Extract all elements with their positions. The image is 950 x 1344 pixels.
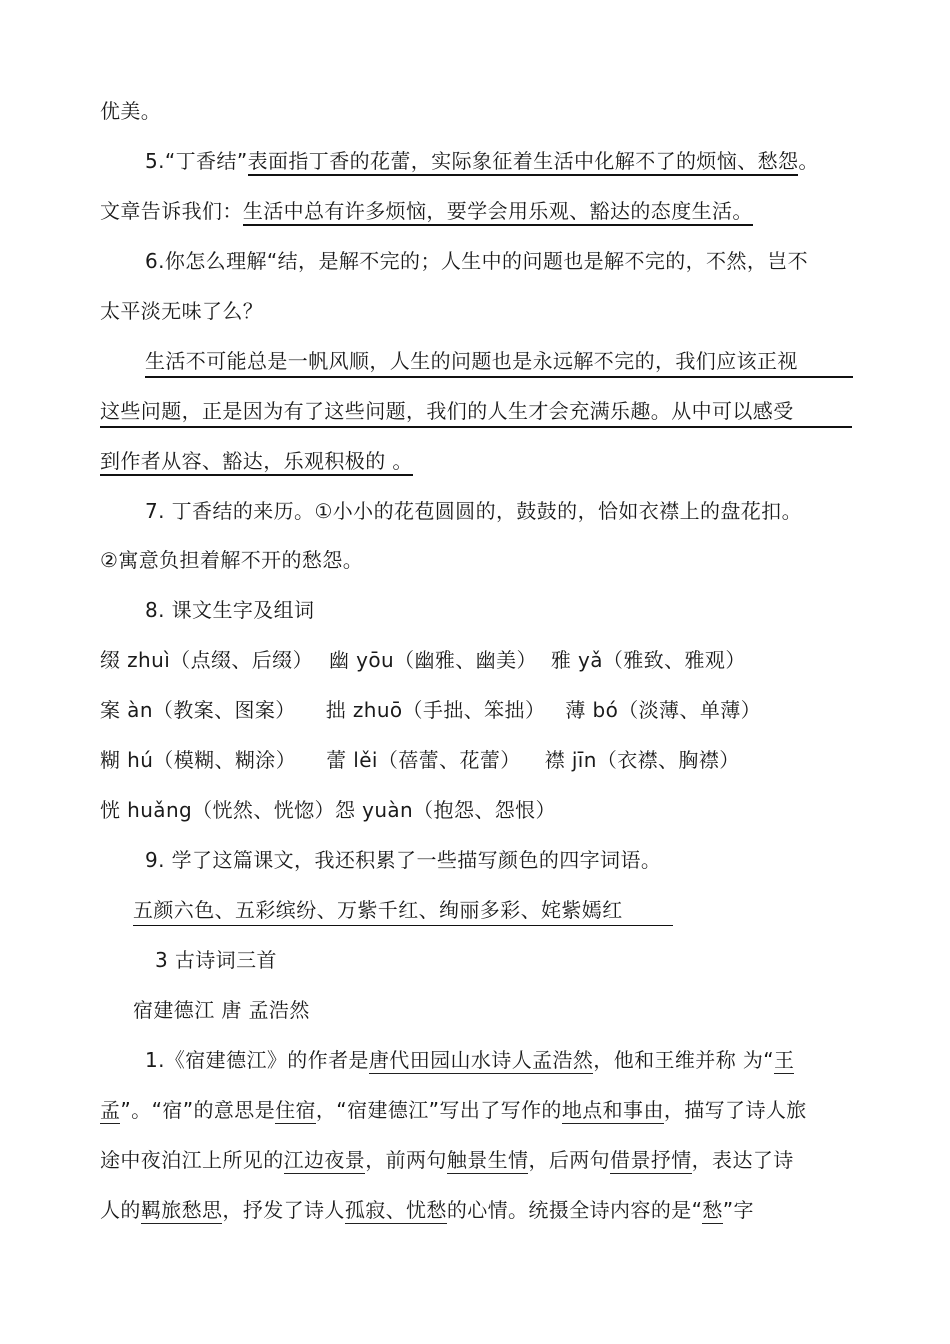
q6-answer-line-3 bbox=[100, 446, 852, 476]
question-7-line-2 bbox=[100, 545, 852, 575]
answer-blank: 孟 bbox=[100, 1098, 121, 1122]
question-6-line-2 bbox=[100, 296, 852, 326]
vocab-item: 糊 hú（模糊、糊涂） bbox=[100, 748, 297, 772]
text: 人的 bbox=[100, 1198, 141, 1222]
text-line bbox=[100, 96, 852, 126]
text: ”字 bbox=[722, 1198, 754, 1222]
vocab-item: 薄 bó（淡薄、单薄） bbox=[565, 698, 762, 722]
answer-blank: 唐代田园山水诗人 bbox=[368, 1048, 533, 1072]
q7-text-2: ②寓意负担着解不开的愁怨。 bbox=[100, 548, 364, 572]
vocab-item: 雅 yǎ（雅致、雅观） bbox=[550, 648, 746, 672]
poem-title-text: 宿建德江 唐 孟浩然 bbox=[133, 998, 310, 1022]
q6-answer-line-1 bbox=[145, 346, 853, 376]
question-7-line bbox=[145, 496, 855, 526]
vocab-item: 幽 yōu（幽雅、幽美） bbox=[328, 648, 537, 672]
q6-text-2: 太平淡无味了么？ bbox=[100, 299, 264, 323]
vocab-row bbox=[100, 745, 852, 775]
answer-blank: 住宿 bbox=[275, 1098, 316, 1122]
text: ，前两句 bbox=[365, 1148, 447, 1172]
answer-blank: 借景抒情 bbox=[610, 1148, 692, 1172]
q5-conclusion-answer: 生活中总有许多烦恼，要学会用乐观、豁达的态度生活。 bbox=[243, 199, 753, 226]
vocab-item: 拙 zhuō（手拙、笨拙） bbox=[325, 698, 546, 722]
line-text: 优美。 bbox=[100, 99, 162, 123]
q8-text: 8. 课文生字及组词 bbox=[145, 598, 315, 622]
text: ”。“宿”的意思是 bbox=[120, 1098, 276, 1122]
text: 的心情。统摄全诗内容的是“ bbox=[446, 1198, 703, 1222]
q5-conclusion-prefix: 文章告诉我们： bbox=[100, 199, 243, 223]
q5-answer: 表面指丁香的花蕾，实际象征着生活中化解不了的烦恼、愁怨 bbox=[248, 149, 799, 176]
section-title bbox=[155, 945, 755, 975]
q6-text: 6.你怎么理解“结，是解不完的；人生中的问题也是解不完的，不然，岂不 bbox=[145, 249, 809, 273]
poem-q1-line-4 bbox=[100, 1195, 852, 1225]
answer-blank: 地点和事由 bbox=[561, 1098, 664, 1122]
answer-blank: 愁 bbox=[702, 1198, 723, 1222]
text: ，他和王维并称 为“ bbox=[593, 1048, 775, 1072]
question-8-line bbox=[145, 595, 855, 625]
text: ，后两句 bbox=[528, 1148, 611, 1172]
vocab-item: 缀 zhuì（点缀、后缀） bbox=[100, 648, 313, 672]
vocab-item: 襟 jīn（衣襟、胸襟） bbox=[544, 748, 740, 772]
q6-answer-line-2 bbox=[100, 396, 852, 426]
text: 途中夜泊江上所见的 bbox=[100, 1148, 284, 1172]
text: ，表达了诗 bbox=[691, 1148, 794, 1172]
vocab-row bbox=[100, 645, 852, 675]
poem-q1-line-3 bbox=[100, 1145, 852, 1175]
answer-blank: 触景生情 bbox=[446, 1148, 529, 1172]
answer-blank: 江边夜景 bbox=[283, 1148, 366, 1172]
poem-title bbox=[133, 995, 733, 1025]
answer-blank: 王 bbox=[774, 1048, 795, 1072]
q9-text: 9. 学了这篇课文，我还积累了一些描写颜色的四字词语。 bbox=[145, 848, 662, 872]
vocab-row bbox=[100, 795, 852, 825]
question-9-line bbox=[145, 845, 855, 875]
text: ，描写了诗人旅 bbox=[663, 1098, 807, 1122]
answer-blank: 孟浩然 bbox=[532, 1048, 594, 1072]
answer-blank: 孤寂、忧愁 bbox=[344, 1198, 447, 1222]
question-6-line bbox=[145, 246, 855, 276]
q5-suffix: 。 bbox=[798, 149, 819, 173]
q9-answer: 五颜六色、五彩缤纷、万紫千红、绚丽多彩、姹紫嫣红 bbox=[133, 895, 673, 926]
vocab-row bbox=[100, 695, 852, 725]
q9-answer-line bbox=[133, 895, 673, 925]
poem-q1-line-1 bbox=[145, 1045, 855, 1075]
text: ，抒发了诗人 bbox=[222, 1198, 345, 1222]
poem-q1-line-2 bbox=[100, 1095, 852, 1125]
vocab-item: 案 àn（教案、图案） bbox=[100, 698, 296, 722]
q7-text: 7. 丁香结的来历。①小小的花苞圆圆的，鼓鼓的，恰如衣襟上的盘花扣。 bbox=[145, 499, 802, 523]
vocab-item: 蕾 lěi（蓓蕾、花蕾） bbox=[326, 748, 521, 772]
vocab-item: 怨 yuàn（抱怨、怨恨） bbox=[334, 798, 556, 822]
answer-blank: 羁旅愁思 bbox=[140, 1198, 223, 1222]
q6-answer-2: 这些问题，正是因为有了这些问题，我们的人生才会充满乐趣。从中可以感受 bbox=[100, 396, 852, 428]
q5-prefix: 5.“丁香结” bbox=[145, 149, 248, 173]
text: ，“宿建德江”写出了写作的 bbox=[315, 1098, 562, 1122]
q6-answer-3: 到作者从容、豁达，乐观积极的 。 bbox=[100, 449, 413, 476]
section-title-text: 3 古诗词三首 bbox=[155, 948, 277, 972]
q6-answer-1: 生活不可能总是一帆风顺，人生的问题也是永远解不完的，我们应该正视 bbox=[145, 346, 853, 378]
text: 1.《宿建德江》的作者是 bbox=[145, 1048, 369, 1072]
vocab-item: 恍 huǎng（恍然、恍惚） bbox=[100, 798, 335, 822]
q5-conclusion-line bbox=[100, 196, 852, 226]
question-5-line bbox=[145, 146, 855, 176]
